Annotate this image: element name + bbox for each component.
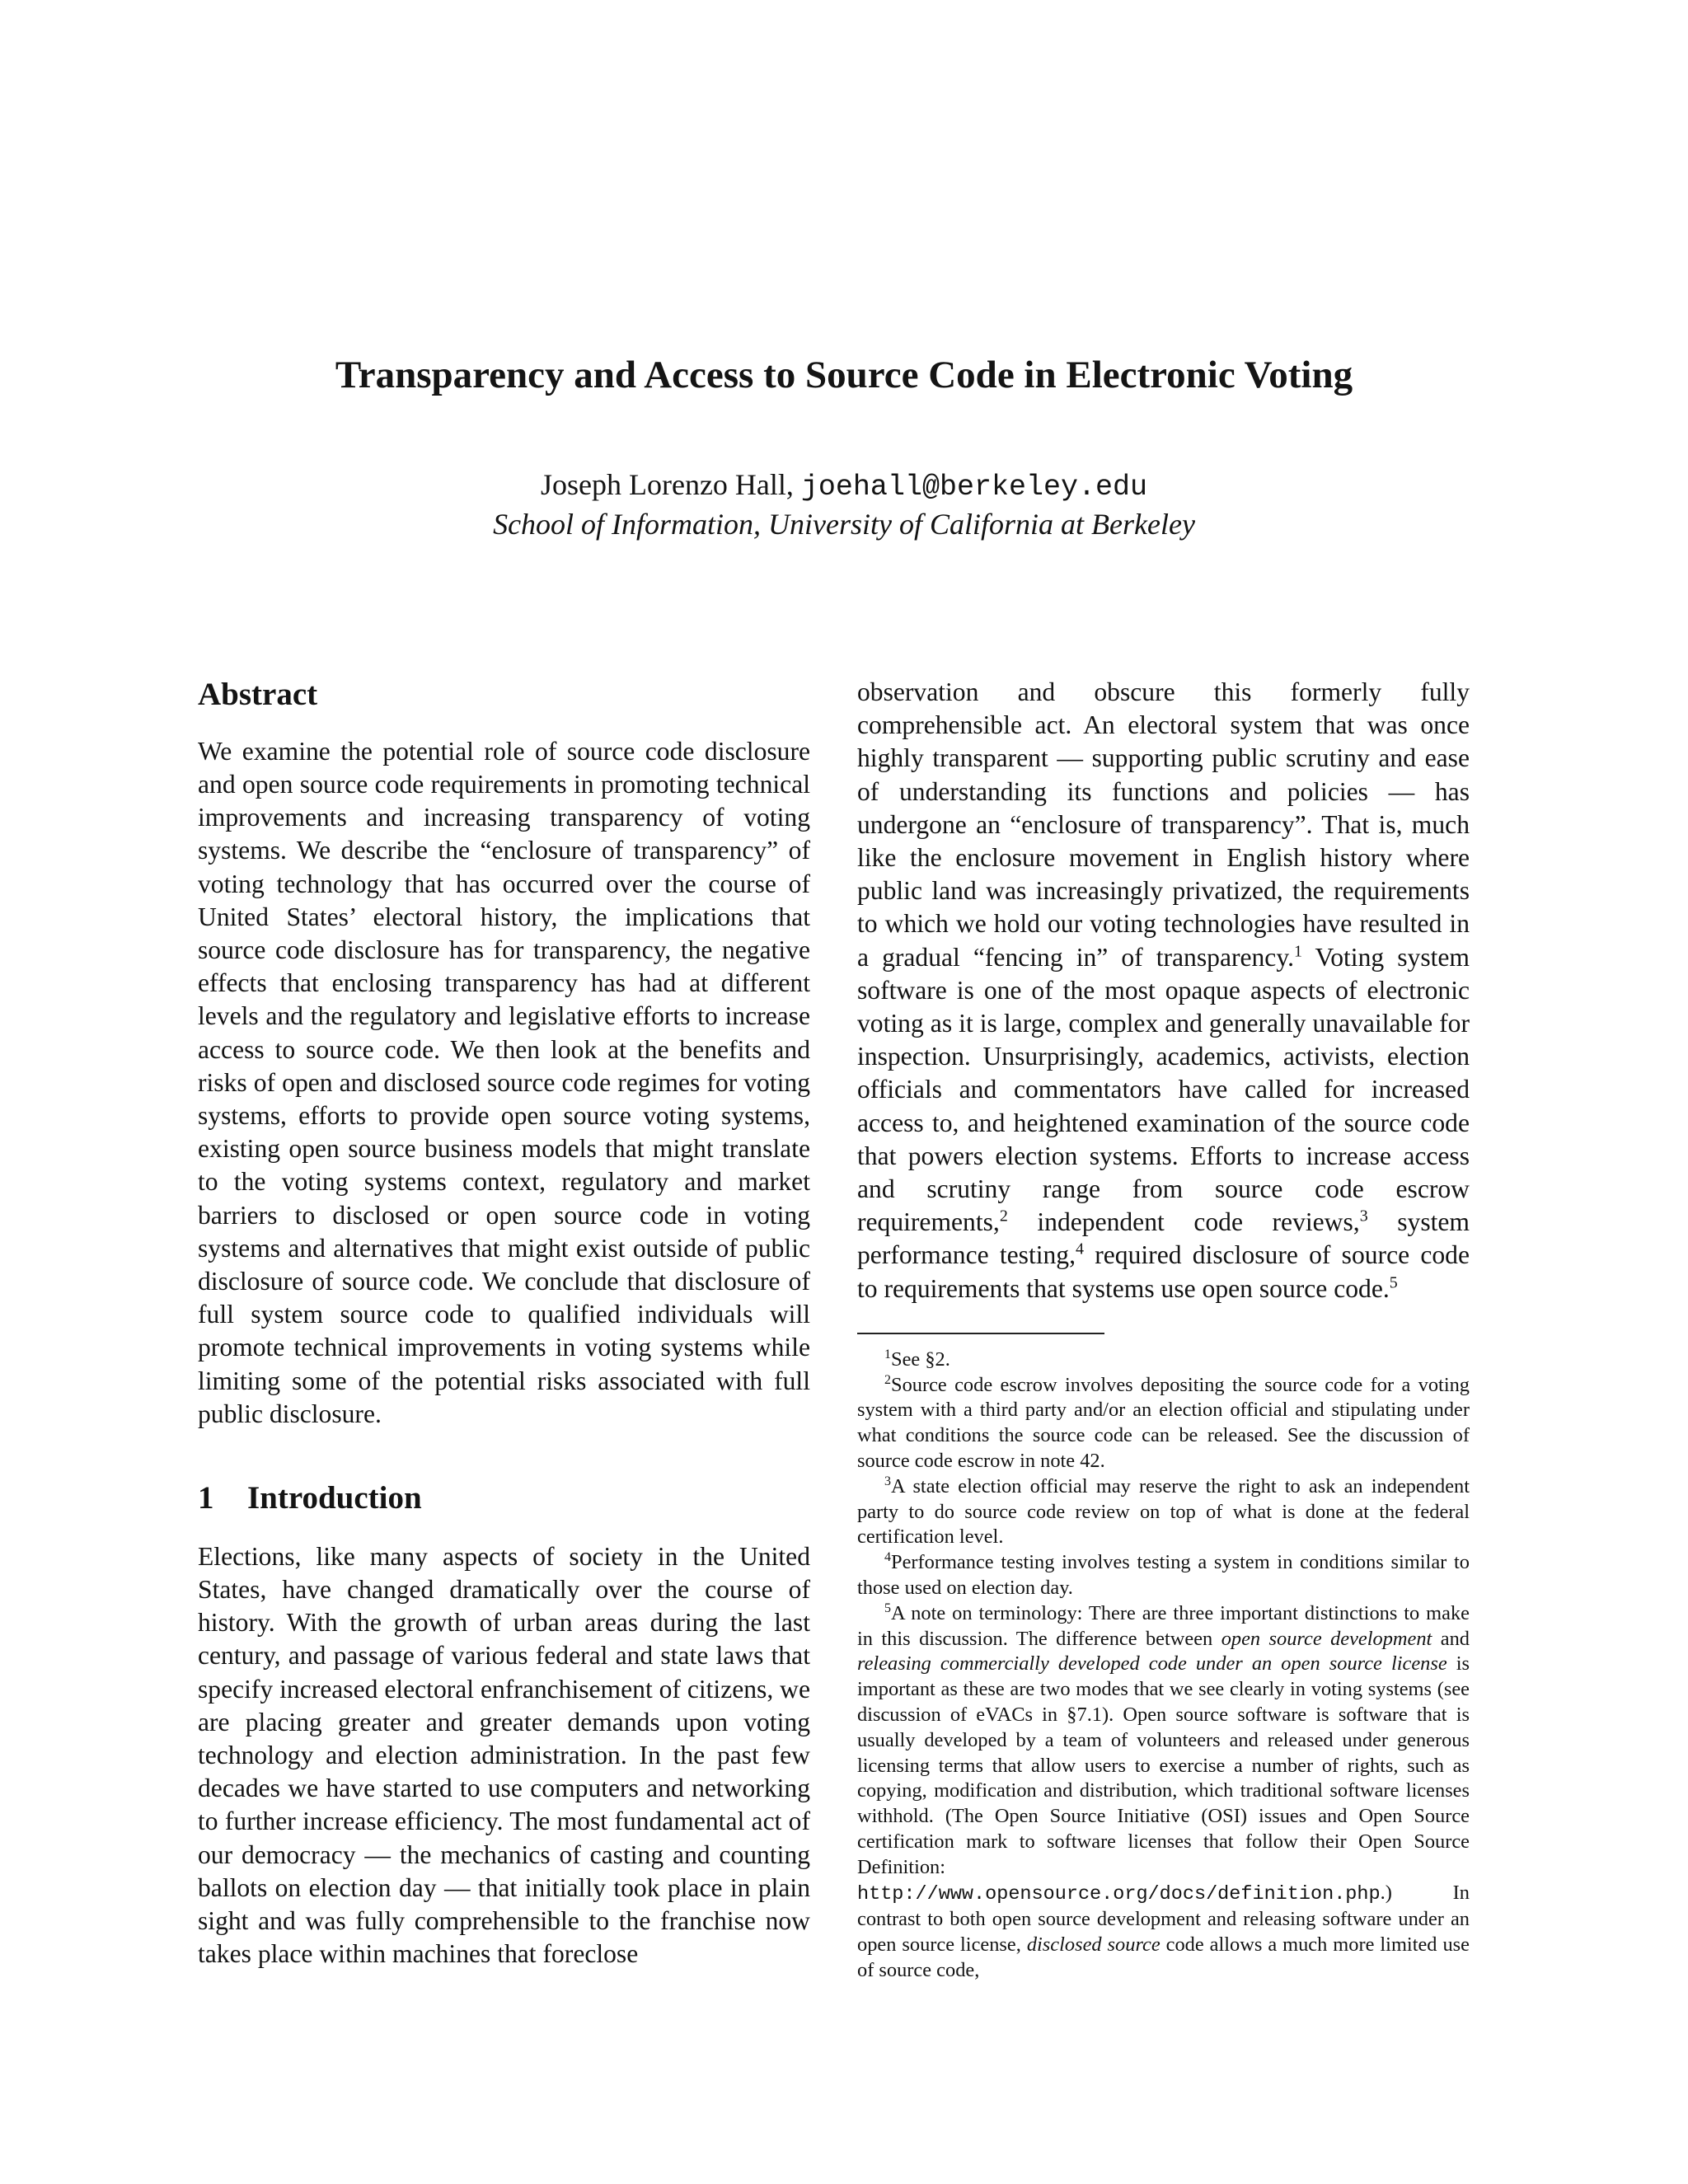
footnote-1 [857, 1347, 1470, 1373]
section-number: 1 [198, 1480, 214, 1516]
author-name: Joseph Lorenzo Hall, [541, 468, 794, 501]
intro-cont-part-2: Voting system software is one of the most opaque aspects of electronic voting as it is large, complex and generally unavailable for inspection. Unsurprisingly, academics, activists, election officials and commentators have called for increased access to, and heightened examination of the source code that powers election systems. Efforts to increase access and scrutiny range from source code escrow requirements, [857, 942, 1470, 1237]
intro-cont-part-5: required disclosure of source code to requirements that systems use open source code. [857, 1240, 1470, 1303]
footnote-divider [857, 1333, 1104, 1334]
section-title: Introduction [247, 1480, 422, 1516]
footnote-text: code allows a much more limited use of source code, [857, 1933, 1470, 1981]
footnote-mark: 4 [884, 1550, 891, 1565]
footnote-2 [857, 1373, 1470, 1474]
author-affiliation: School of Information, University of California at Berkeley [493, 508, 1195, 541]
author-email: joehall@berkeley.edu [800, 471, 1147, 504]
introduction-heading [198, 1479, 810, 1518]
footnote-text: .) In contrast to both open source development and releasing software under an open source license, [857, 1881, 1470, 1957]
footnote-emphasis: disclosed source [1026, 1933, 1160, 1957]
footnote-4 [857, 1550, 1470, 1601]
footnote-ref-3[interactable]: 3 [1359, 1207, 1368, 1226]
footnote-mark: 2 [884, 1372, 891, 1387]
intro-cont-part-3: independent code reviews, [1007, 1207, 1360, 1237]
left-column [198, 676, 810, 1971]
intro-cont-part-1: observation and obscure this formerly fully comprehensible act. An electoral system that was once highly transparent — supporting public scrutiny and ease of understanding its functions and policies — has undergone an “enclosure of transparency”. That is, much like the enclosure movement in English history where public land was increasingly privatized, the requirements to which we hold our voting technologies have resulted in a gradual “fencing in” of transparency. [857, 677, 1470, 972]
introduction-text: Elections, like many aspects of society in the United States, have changed dramatically over the course of history. With the growth of urban areas during the last century, and passage of various federal and state laws that specify increased electoral enfranchisement of citizens, we are placing greater and greater demands upon voting technology and election administration. In the past few decades we have started to use computers and networking to further increase efficiency. The most fundamental act of our democracy — the mechanics of casting and counting ballots on election day — that initially took place in plain sight and was fully comprehensible to the franchise now takes place within machines that foreclose [198, 1541, 810, 1969]
footnote-emphasis: open source development [1221, 1627, 1432, 1650]
footnote-emphasis: releasing commercially developed code under an open source license [857, 1652, 1447, 1675]
footnote-text: and [1432, 1627, 1470, 1650]
footnote-text: Performance testing involves testing a system in conditions similar to those used on election day. [857, 1551, 1470, 1600]
footnote-ref-1[interactable]: 1 [1293, 942, 1302, 961]
osi-definition-url[interactable]: http://www.opensource.org/docs/definition.php [857, 1882, 1381, 1905]
abstract-heading: Abstract [198, 677, 318, 712]
footnote-text: Source code escrow involves depositing the source code for a voting system with a third party and/or an election official and stipulating under what conditions the source code can be released. See the discussion of source code escrow in note 42. [857, 1373, 1470, 1473]
footnote-text: A note on terminology: There are three important distinctions to make in this discussion. The difference between [857, 1601, 1470, 1650]
author-line [0, 467, 1688, 504]
footnote-5 [857, 1601, 1470, 1984]
footnote-text: is important as these are two modes that we see clearly in voting systems (see discussion of eVACs in §7.1). Open source software is software that is usually developed by a team of volunteers and released under generous licensing terms that allow users to exercise a number of rights, such as copying, modification and distribution, which traditional software licenses withhold. (The Open Source Initiative (OSI) issues and Open Source certification mark to software licenses that follow their Open Source Definition: [857, 1652, 1470, 1878]
right-column [857, 676, 1470, 1984]
introduction-continuation [857, 676, 1470, 1305]
footnote-ref-4[interactable]: 4 [1076, 1240, 1085, 1258]
footnote-ref-2[interactable]: 2 [999, 1207, 1008, 1226]
intro-cont-part-4: system performance testing, [857, 1207, 1470, 1270]
paper-title: Transparency and Access to Source Code in Electronic Voting [335, 354, 1353, 396]
footnote-ref-5[interactable]: 5 [1389, 1273, 1398, 1292]
footnote-mark: 5 [884, 1601, 891, 1615]
footnote-3 [857, 1474, 1470, 1550]
footnote-mark: 3 [884, 1474, 891, 1488]
footnote-mark: 1 [884, 1347, 891, 1361]
footnote-text: A state election official may reserve the right to ask an independent party to do source code review on top of what is done at the federal certification level. [857, 1474, 1470, 1549]
abstract-text: We examine the potential role of source code disclosure and open source code requirements in promoting technical improvements and increasing transparency of voting systems. We describe the “enclosure of transparency” of voting technology that has occurred over the course of United States’ electoral history, the implications that source code disclosure has for transparency, the negative effects that enclosing transparency has had at different levels and the regulatory and legislative efforts to increase access to source code. We then look at the benefits and risks of open and disclosed source code regimes for voting systems, efforts to provide open source voting systems, existing open source business models that might translate to the voting systems context, regulatory and market barriers to disclosed or open source code in voting systems and alternatives that might exist outside of public disclosure of source code. We conclude that disclosure of full system source code to qualified individuals will promote technical improvements in voting systems while limiting some of the potential risks associated with full public disclosure. [198, 736, 810, 1428]
footnote-text: See §2. [891, 1347, 950, 1371]
